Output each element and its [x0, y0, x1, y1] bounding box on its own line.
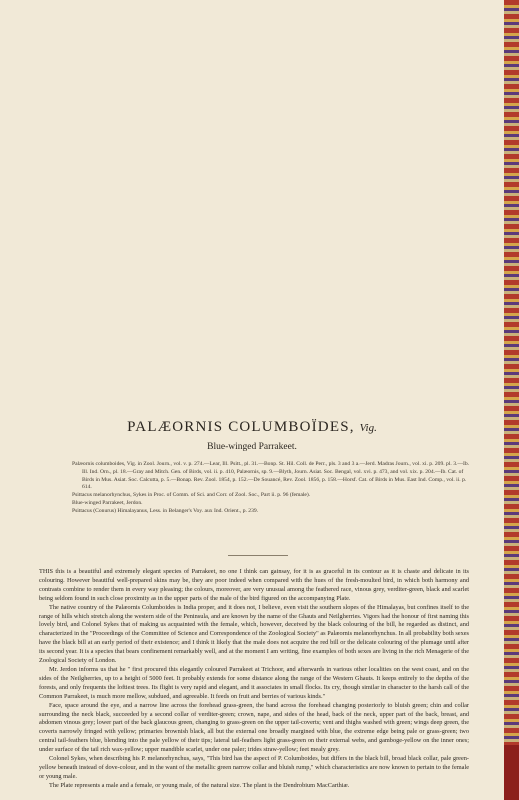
paragraph: Colonel Sykes, when describing his P. melanorhynchus, says, "This bird has the aspect of P. Columboides, but differs in the black bill, broad black collar, pale green-yellow beneath instead of dove-colour, and in the want of the metallic green narrow collar and bluish rump," which characteristics are now known to pertain to the female or young male.	[39, 755, 469, 780]
book-binding-corner	[504, 745, 519, 800]
synonymy-entry: Blue-winged Parrakeet, Jerdon.	[72, 499, 143, 506]
synonymy-entry: Palæornis columboides, Vig. in Zool. Journ., vol. v. p. 274.—Lear, Ill. Psitt., pl. 31.—Bonp. St. Hil. Coll. de Perr., pls. 3 and 3 a.—Jerd. Madras Journ., vol. xi. p. 209. pl. 3.—Ib. Ill. Ind. Orn., pl. 18.—Gray and Mitch. Gen. of Birds, vol. ii. p. 410, Palæornis, sp. 9.—Blyth, Journ. Asiat. Soc. Bengal, vol. xvi. p. 473, and vol. xix. p. 204.—Ib. Cat. of Birds in Mus. Asiat. Soc. Calcutta, p. 5.—Bonap. Rev. Zool. 1854, p. 152.—De Souancé, Rev. Zool. 1856, p. 158.—Horsf. Cat. of Birds in Mus. East Ind. Comp., vol. ii. p. 614.	[72, 461, 470, 491]
paragraph: Face, space around the eye, and a narrow line across the forehead grass-green, the band across the forehead changing posteriorly to bluish green; chin and collar surrounding the neck black, succeeded by a second collar of verditer-green; crown, nape, and sides of the head, back of the neck, upper part of the back, breast, and abdomen vinous grey; lower part of the back glaucous green, changing to grass-green on the upper tail-coverts; vent and thighs washed with green; wings deep green, the coverts narrowly fringed with yellow; primaries brownish black, all but the external one broadly margined with blue, the extreme edge being pale or grass-green; two central tail-feathers blue, blending into the pale yellow of their tips; lateral tail-feathers light grass-green on their external webs, and gamboge-yellow on the inner ones; under surface of the tail rich wax-yellow; upper mandible scarlet, under one paler; irides straw-yellow; feet mealy grey.	[39, 701, 469, 754]
book-binding-edge	[504, 0, 519, 800]
paragraph: The Plate represents a male and a female, or young male, of the natural size. The plant is the Dendrobium MacCarthiæ.	[49, 781, 350, 789]
synonymy-entry: Psittacus (Conurus) Himalayanus, Less. in Belanger's Voy. aux Ind. Orient., p. 239.	[72, 507, 259, 514]
section-divider	[228, 555, 288, 556]
body-text	[39, 568, 469, 791]
paragraph: THIS this is a beautiful and extremely elegant species of Parrakeet, no one I think can gainsay, for it is as graceful in its contour as it is chaste and delicate in its colouring. However beautiful well-prepared skins may be, they are poor indeed when compared with the hues of the fresh-moulted bird, in which both harmony and contrasts combine to render them in every way pleasing; the colours, moreover, are very unusual among the feathered race, vinous grey, verditer-green, black and scarlet being seldom found in such close proximity as in the upper parts of the male of the bird figured on the accompanying Plate.	[39, 568, 469, 602]
common-name: Blue-winged Parrakeet.	[207, 442, 297, 452]
page-title	[0, 419, 504, 436]
synonymy-entry: Psittacus melanorhynchus, Sykes in Proc. of Comm. of Sci. and Corr. of Zool. Soc., Part ii. p. 96 (female).	[72, 492, 311, 499]
paragraph: Mr. Jerdon informs us that he " first procured this elegantly coloured Parrakeet at Trichoor, and afterwards in various other localities on the west coast, and on the sides of the Neilgherries, up to a height of 5000 feet. It probably extends for some distance along the range of the Western Ghauts. It keeps entirely to the depths of the forests, and only frequents the loftiest trees. Its flight is very rapid and elegant, and it associates in small flocks. Its cry, though similar in character to the harsh call of the Common Parrakeet, is much more mellow, subdued, and agreeable. It feeds on fruit and berries of various kinds."	[39, 665, 469, 700]
species-name: PALÆORNIS COLUMBOÏDES,	[127, 419, 355, 435]
paragraph: The native country of the Palæornis Columboides is India proper, and it does not, I believe, even visit the southern slopes of the Himalayas, but confines itself to the range of hills which stretch along the western side of the Peninsula, and are known by the name of the Ghauts and Neilgherries. Vigors had the honour of first naming this lovely bird, and Colonel Sykes that of making us acquainted with the female, which, however, deceived by the black colouring of the bill, he regarded as distinct, and characterized in the "Proceedings of the Committee of Science and Correspondence of the Zoological Society" as Palæornis melanorhynchus. In all probability both sexes have the black bill at an early period of their existence; and I think it likely that the male does not acquire the red bill or the delicate colouring of the plumage until after its second year. It is a species that bears confinement remarkably well, and at the moment I am writing, fine examples of both sexes are living in the rich Menagerie of the Zoological Society of London.	[39, 603, 469, 665]
synonymy-block	[72, 461, 472, 516]
author-abbrev: Vig.	[359, 422, 377, 434]
